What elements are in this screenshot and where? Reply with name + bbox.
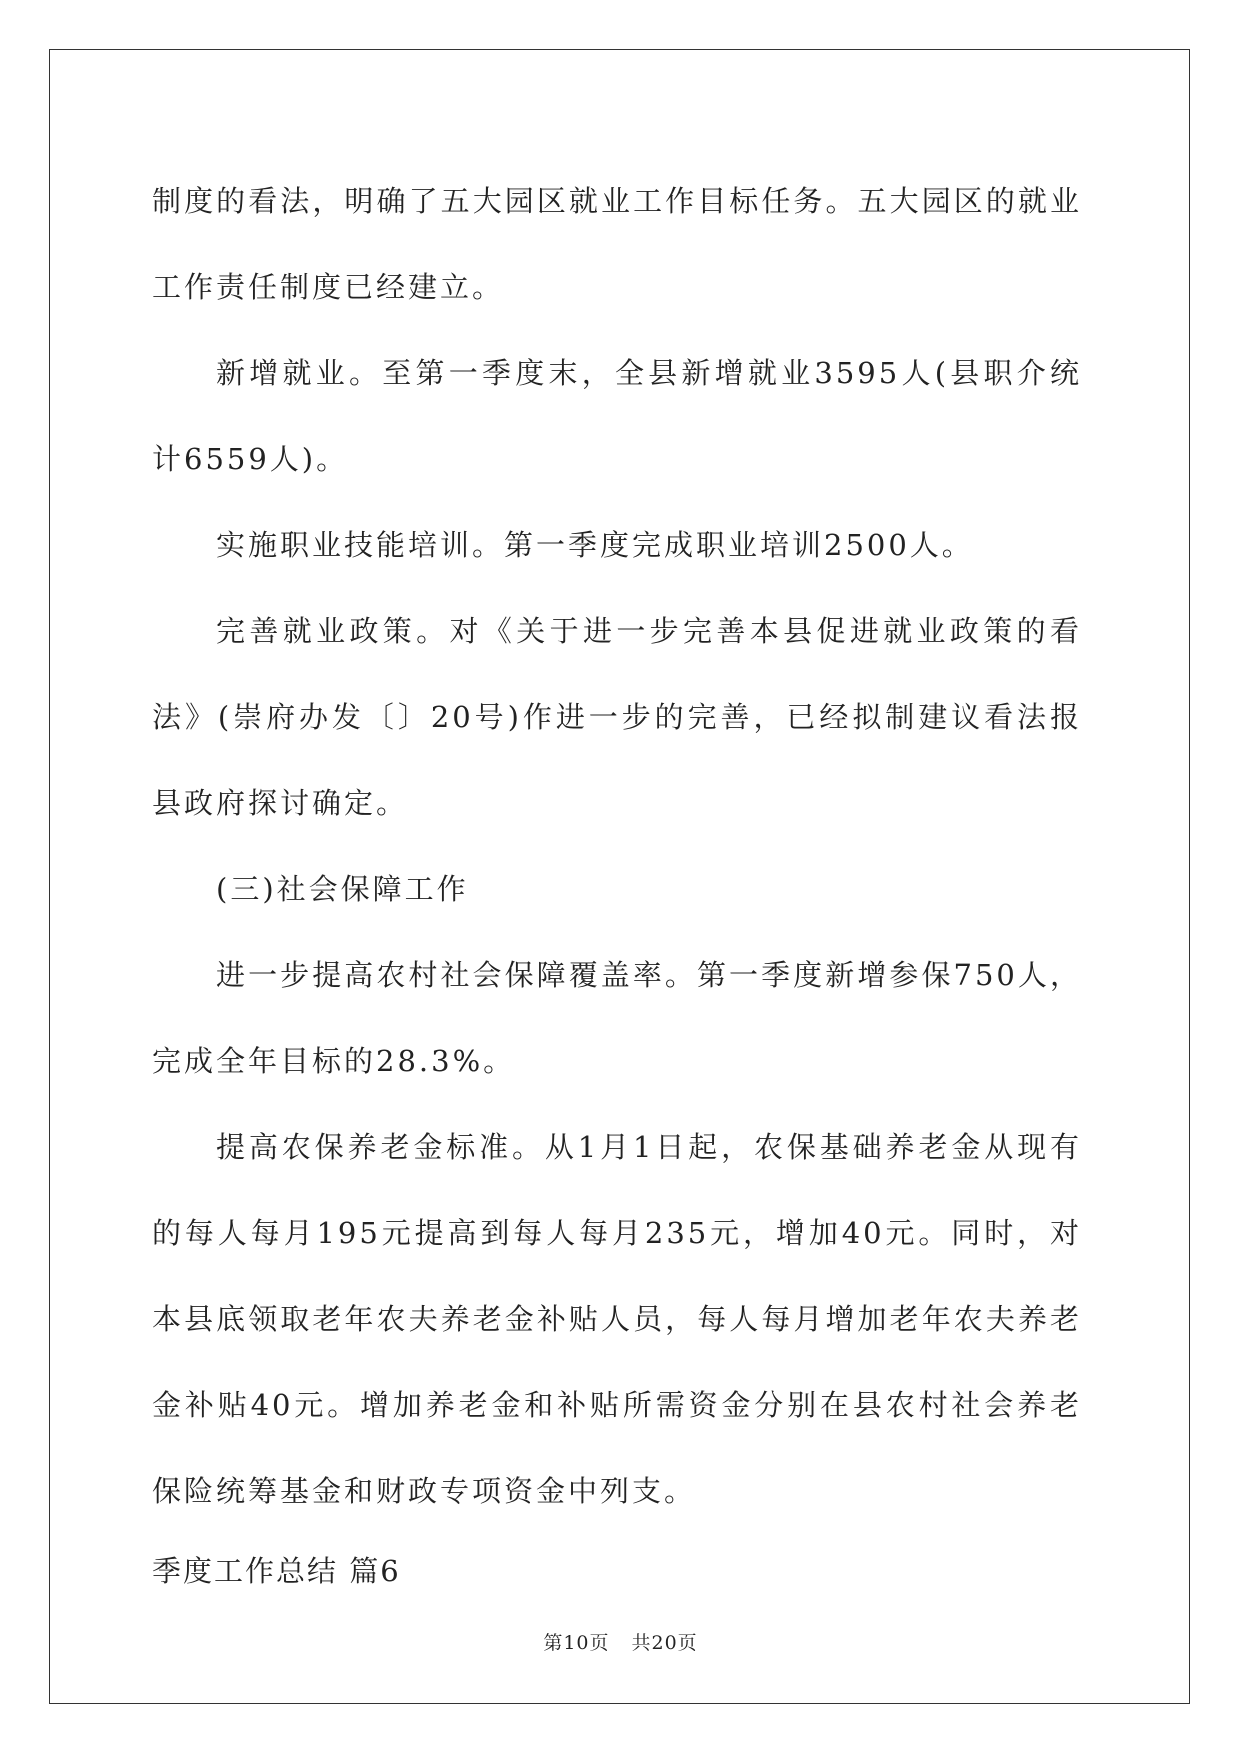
section-heading: (三)社会保障工作 [216,872,469,906]
current-page-label: 第10页 [543,1632,610,1654]
page-footer [0,1628,1241,1655]
article-title: 季度工作总结 篇6 [152,1554,401,1588]
paragraph-4: 完善就业政策。对《关于进一步完善本县促进就业政策的看法》(崇府办发〔〕20号)作进一步的完善，已经拟制建议看法报县政府探讨确定。 [152,614,1082,820]
paragraph-5: 进一步提高农村社会保障覆盖率。第一季度新增参保750人，完成全年目标的28.3%。 [152,958,1082,1078]
paragraph-3: 实施职业技能培训。第一季度完成职业培训2500人。 [216,528,974,562]
paragraph-2: 新增就业。至第一季度末，全县新增就业3595人(县职介统计6559人)。 [152,356,1082,476]
document-body [152,158,1082,1614]
total-pages-label: 共20页 [631,1632,698,1654]
paragraph-1: 制度的看法，明确了五大园区就业工作目标任务。五大园区的就业工作责任制度已经建立。 [152,184,1082,304]
paragraph-6: 提高农保养老金标准。从1月1日起，农保基础养老金从现有的每人每月195元提高到每人每月235元，增加40元。同时，对本县底领取老年农夫养老金补贴人员，每人每月增加老年农夫养老金补贴40元。增加养老金和补贴所需资金分别在县农村社会养老保险统筹基金和财政专项资金中列支。 [152,1130,1082,1508]
